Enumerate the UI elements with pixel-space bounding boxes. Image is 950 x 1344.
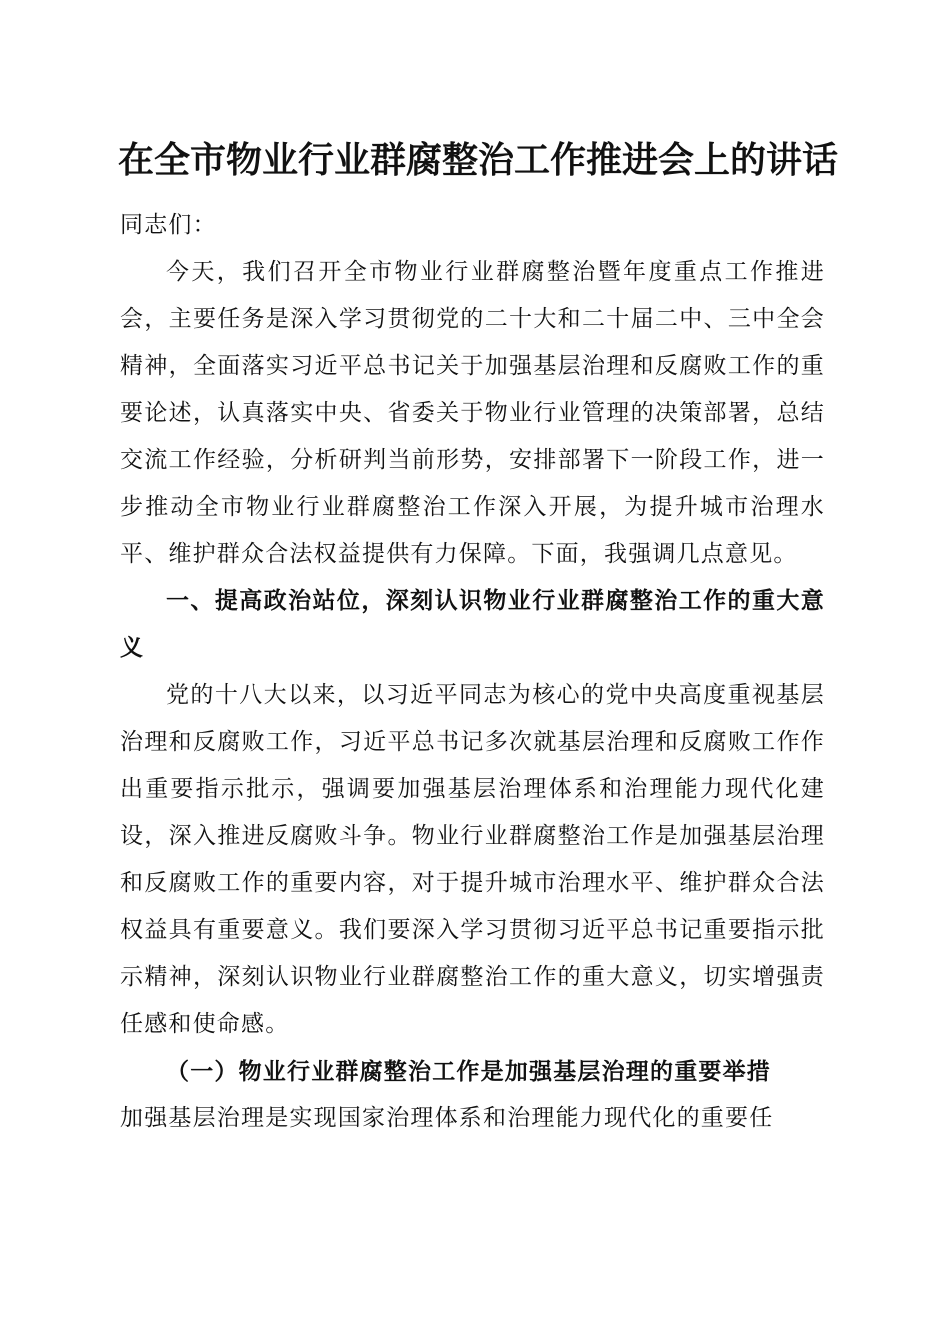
salutation: 同志们：	[120, 212, 217, 238]
section-1-heading: 一、提高政治站位，深刻认识物业行业群腐整治工作的重大意义	[120, 588, 825, 661]
subsection-1-paragraph: 加强基层治理是实现国家治理体系和治理能力现代化的重要任	[120, 1105, 774, 1131]
document-body	[120, 202, 825, 1142]
subsection-1-heading: （一）物业行业群腐整治工作是加强基层治理的重要举措	[166, 1058, 771, 1085]
intro-paragraph: 今天，我们召开全市物业行业群腐整治暨年度重点工作推进会，主要任务是深入学习贯彻党的二十大和二十届二中、三中全会精神，全面落实习近平总书记关于加强基层治理和反腐败工作的重要论述，认真落实中央、省委关于物业行业管理的决策部署，总结交流工作经验，分析研判当前形势，安排部署下一阶段工作，进一步推动全市物业行业群腐整治工作深入开展，为提升城市治理水平、维护群众合法权益提供有力保障。下面，我强调几点意见。	[120, 259, 825, 567]
section-1-paragraph: 党的十八大以来，以习近平同志为核心的党中央高度重视基层治理和反腐败工作，习近平总书记多次就基层治理和反腐败工作作出重要指示批示，强调要加强基层治理体系和治理能力现代化建设，深入推进反腐败斗争。物业行业群腐整治工作是加强基层治理和反腐败工作的重要内容，对于提升城市治理水平、维护群众合法权益具有重要意义。我们要深入学习贯彻习近平总书记重要指示批示精神，深刻认识物业行业群腐整治工作的重大意义，切实增强责任感和使命感。	[120, 682, 825, 1037]
document-title: 在全市物业行业群腐整治工作推进会上的讲话	[118, 139, 839, 181]
